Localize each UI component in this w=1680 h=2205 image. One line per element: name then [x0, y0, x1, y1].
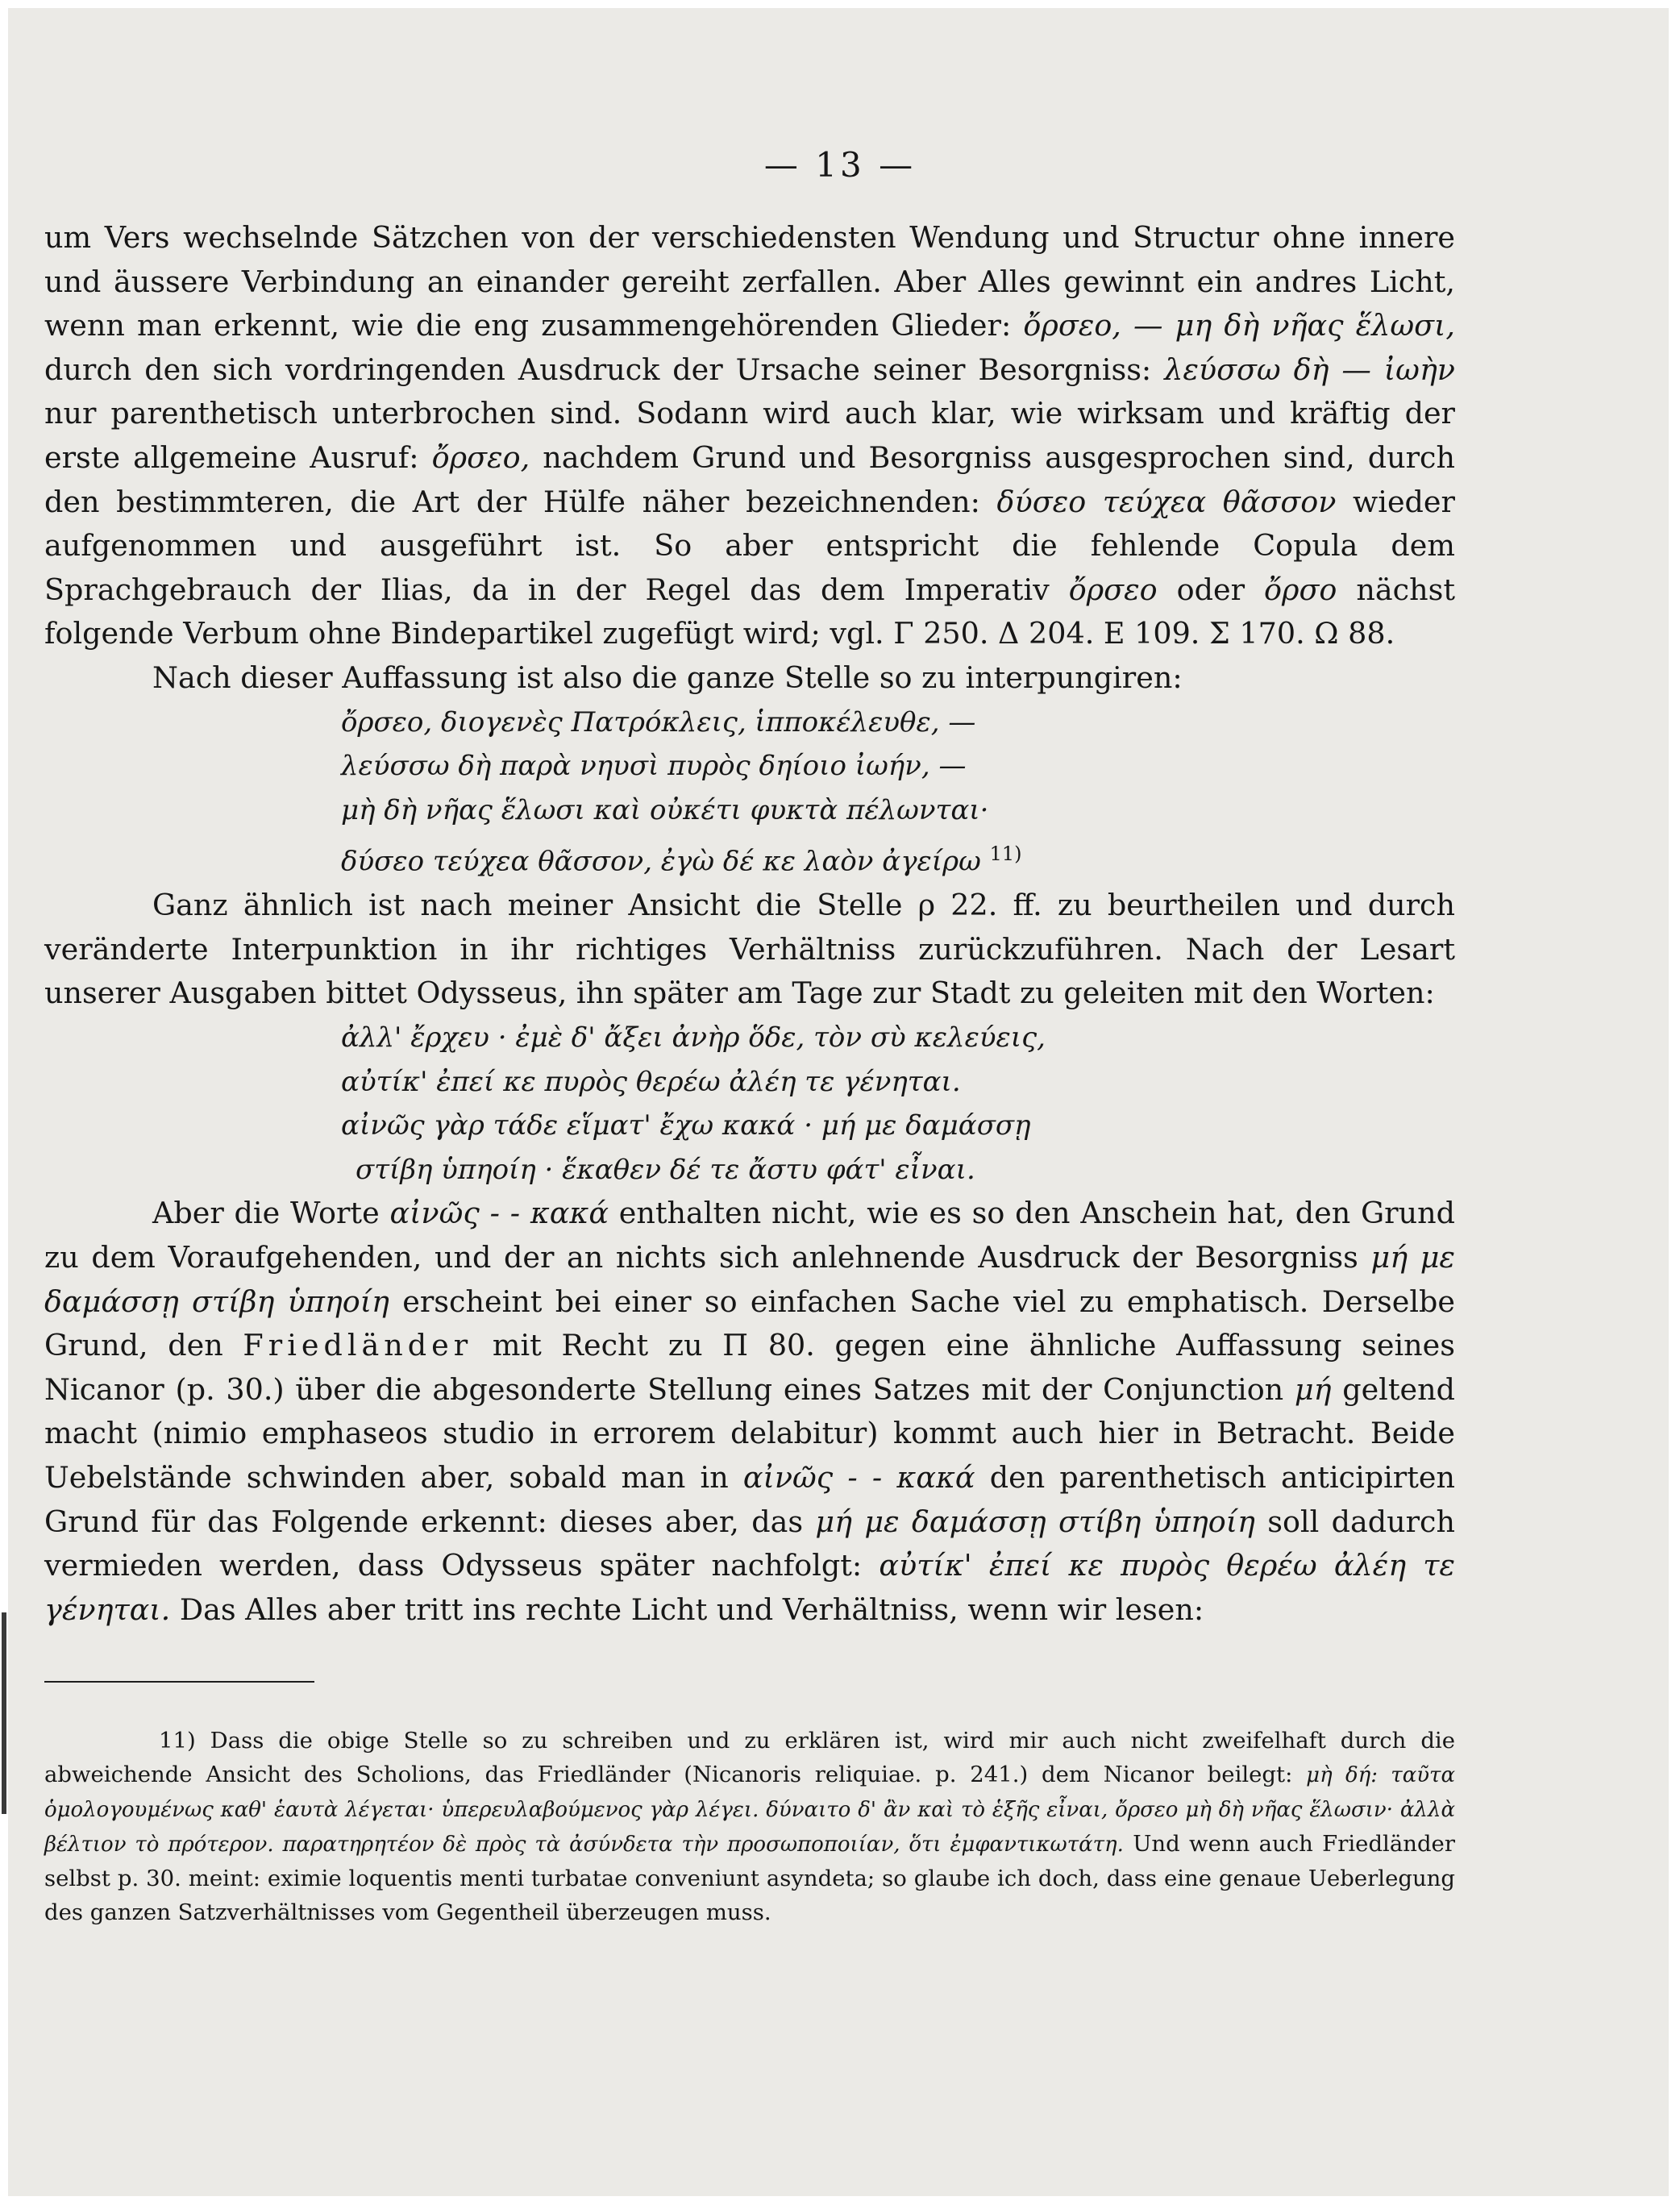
greek-quote: αἰνῶς - - κακά	[389, 1196, 609, 1231]
greek-quote: αἰνῶς - - κακά	[742, 1459, 975, 1495]
verse-line: μὴ δὴ νῆας ἕλωσι καὶ οὐκέτι φυκτὰ πέλωνται·	[341, 793, 989, 826]
greek-quote: μή με δαμάσσῃ στίβη ὑπηοίη	[815, 1504, 1255, 1539]
text-run: wieder aufgenommen und ausgeführt ist. So aber entspricht die fehlende Copula dem Sprachgebrauch der Ilias, da in der Regel das dem Imperativ	[44, 484, 1455, 607]
verse-block-1	[341, 701, 1455, 884]
text-run: Das Alles aber tritt ins rechte Licht und Verhältniss, wenn wir lesen:	[170, 1591, 1204, 1627]
verse-line: δύσεο τεύχεα θᾶσσον, ἐγὼ δέ κε λαὸν ἀγείρω	[341, 845, 981, 878]
text-run: Aber die Worte	[152, 1196, 390, 1231]
page-edge-mark	[2, 1612, 6, 1814]
text-run: durch den sich vordringenden Ausdruck der Ursache seiner Besorgniss:	[44, 352, 1165, 387]
text-run: nachdem Grund und Besorgniss ausgesprochen sind, durch den bestimmteren, die Art der Hülfe näher bezeichnenden:	[44, 439, 1455, 519]
spaced-name: Friedländer	[243, 1328, 473, 1363]
greek-quote: αὐτίκ' ἐπεί κε πυρὸς θερέω ἀλέη τε γένηται.	[44, 1548, 1455, 1627]
verse-line: αὐτίκ' ἐπεί κε πυρὸς θερέω ἀλέη τε γένηται.	[341, 1065, 961, 1098]
paragraph-1	[44, 216, 1455, 656]
greek-quote: ὄρσο	[1264, 572, 1337, 607]
text-run: oder	[1157, 572, 1265, 607]
main-text	[44, 216, 1455, 1632]
paragraph-3: Ganz ähnlich ist nach meiner Ansicht die Stelle ρ 22. ff. zu beurtheilen und durch veränderte Interpunktion in ihr richtiges Verhältniss zurückzuführen. Nach der Lesart unserer Ausgaben bittet Odysseus, ihn später am Tage zur Stadt zu geleiten mit den Worten:	[44, 888, 1455, 1011]
paragraph-2: Nach dieser Auffassung ist also die ganze Stelle so zu interpungiren:	[152, 659, 1183, 695]
text-run: enthalten nicht, wie es so den Anschein hat, den Grund zu dem Voraufgehenden, und der an nichts sich anlehnende Ausdruck der Besorgniss	[44, 1196, 1455, 1275]
text-run: den parenthetisch anticipirten Grund für das Folgende erkennt: dieses aber, das	[44, 1459, 1456, 1539]
footnote-text: 11) Dass die obige Stelle so zu schreiben und zu erklären ist, wird mir auch nicht zweifelhaft durch die abweichende Ansicht des Scholions, das Friedländer (Nicanoris reliquiae. p. 241.) dem Nicanor beilegt:	[44, 1728, 1455, 1787]
text-run: geltend macht (nimio emphaseos studio in errorem delabitur) kommt auch hier in Betracht. Beide Uebelstände schwinden aber, sobald man in	[44, 1371, 1455, 1495]
verse-line: αἰνῶς γὰρ τάδε εἵματ' ἔχω κακά · μή με δαμάσσῃ	[341, 1109, 1031, 1142]
greek-quote: ὄρσεο,	[431, 439, 530, 475]
text-run: nur parenthetisch unterbrochen sind. Sodann wird auch klar, wie wirksam und kräftig der erste allgemeine Ausruf:	[44, 396, 1455, 475]
greek-quote: δύσεο τεύχεα θᾶσσον	[996, 484, 1337, 519]
text-run: erscheint bei einer so einfachen Sache viel zu emphatisch. Derselbe Grund, den	[44, 1283, 1455, 1363]
text-run: mit Recht zu Π 80. gegen eine ähnliche Auffassung seines Nicanor (p. 30.) über die abgesonderte Stellung eines Satzes mit der Conjunction	[44, 1328, 1455, 1407]
page-number: — 13 —	[763, 145, 917, 185]
paragraph-4	[44, 1192, 1455, 1632]
text-run: nächst folgende Verbum ohne Bindepartikel zugefügt wird; vgl. Γ 250. Δ 204. Ε 109. Σ 170. Ω 88.	[44, 572, 1455, 651]
verse-line: στίβη ὑπηοίη · ἕκαθεν δέ τε ἄστυ φάτ' εἶναι.	[356, 1153, 975, 1186]
greek-quote: ὄρσεο, — μη δὴ νῆας ἕλωσι,	[1023, 308, 1455, 343]
verse-line: λεύσσω δὴ παρὰ νηυσὶ πυρὸς δηίοιο ἰωήν, —	[341, 750, 967, 783]
greek-quote: μή	[1294, 1371, 1332, 1407]
footnote	[44, 1724, 1455, 1929]
footnote-ref: 11)	[989, 842, 1022, 866]
greek-quote: μή με δαμάσσῃ στίβη ὑπηοίη	[44, 1239, 1456, 1319]
text-run: soll dadurch vermieden werden, dass Odysseus später nachfolgt:	[44, 1504, 1455, 1583]
verse-block-2	[341, 1016, 1455, 1192]
greek-quote: λεύσσω δὴ — ἰωὴν	[1164, 352, 1455, 387]
footnote-divider	[44, 1681, 314, 1683]
text-run: um Vers wechselnde Sätzchen von der verschiedensten Wendung und Structur ohne innere und äussere Verbindung an einander gereiht zerfallen. Aber Alles gewinnt ein andres Licht, wenn man erkennt, wie die eng zusammengehörenden Glieder:	[44, 220, 1455, 343]
greek-quote: ὄρσεο	[1068, 572, 1158, 607]
greek-scholion: μὴ δή: ταῦτα ὁμολογουμένως καθ' ἑαυτὰ λέγεται· ὑπερευλαβούμενος γὰρ λέγει. δύναιτο δ' ἂν καὶ τὸ ἑξῆς εἶναι, ὄρσεο μὴ δὴ νῆας ἕλωσιν· ἀλλὰ βέλτιον τὸ πρότερον. παρατηρητέον δὲ πρὸς τὰ ἀσύνδετα τὴν προσωποποιίαν, ὅτι ἐμφαντικωτάτη.	[44, 1763, 1455, 1857]
verse-line: ἀλλ' ἔρχευ · ἐμὲ δ' ἄξει ἀνὴρ ὅδε, τὸν σὺ κελεύεις,	[341, 1021, 1046, 1055]
footnote-text: Und wenn auch Friedländer selbst p. 30. meint: eximie loquentis menti turbatae conveniunt asyndeta; so glaube ich doch, dass eine genaue Ueberlegung des ganzen Satzverhältnisses vom Gegentheil überzeugen muss.	[44, 1831, 1455, 1925]
verse-line: ὄρσεο, διογενὲς Πατρόκλεις, ἱπποκέλευθε, —	[341, 705, 976, 738]
